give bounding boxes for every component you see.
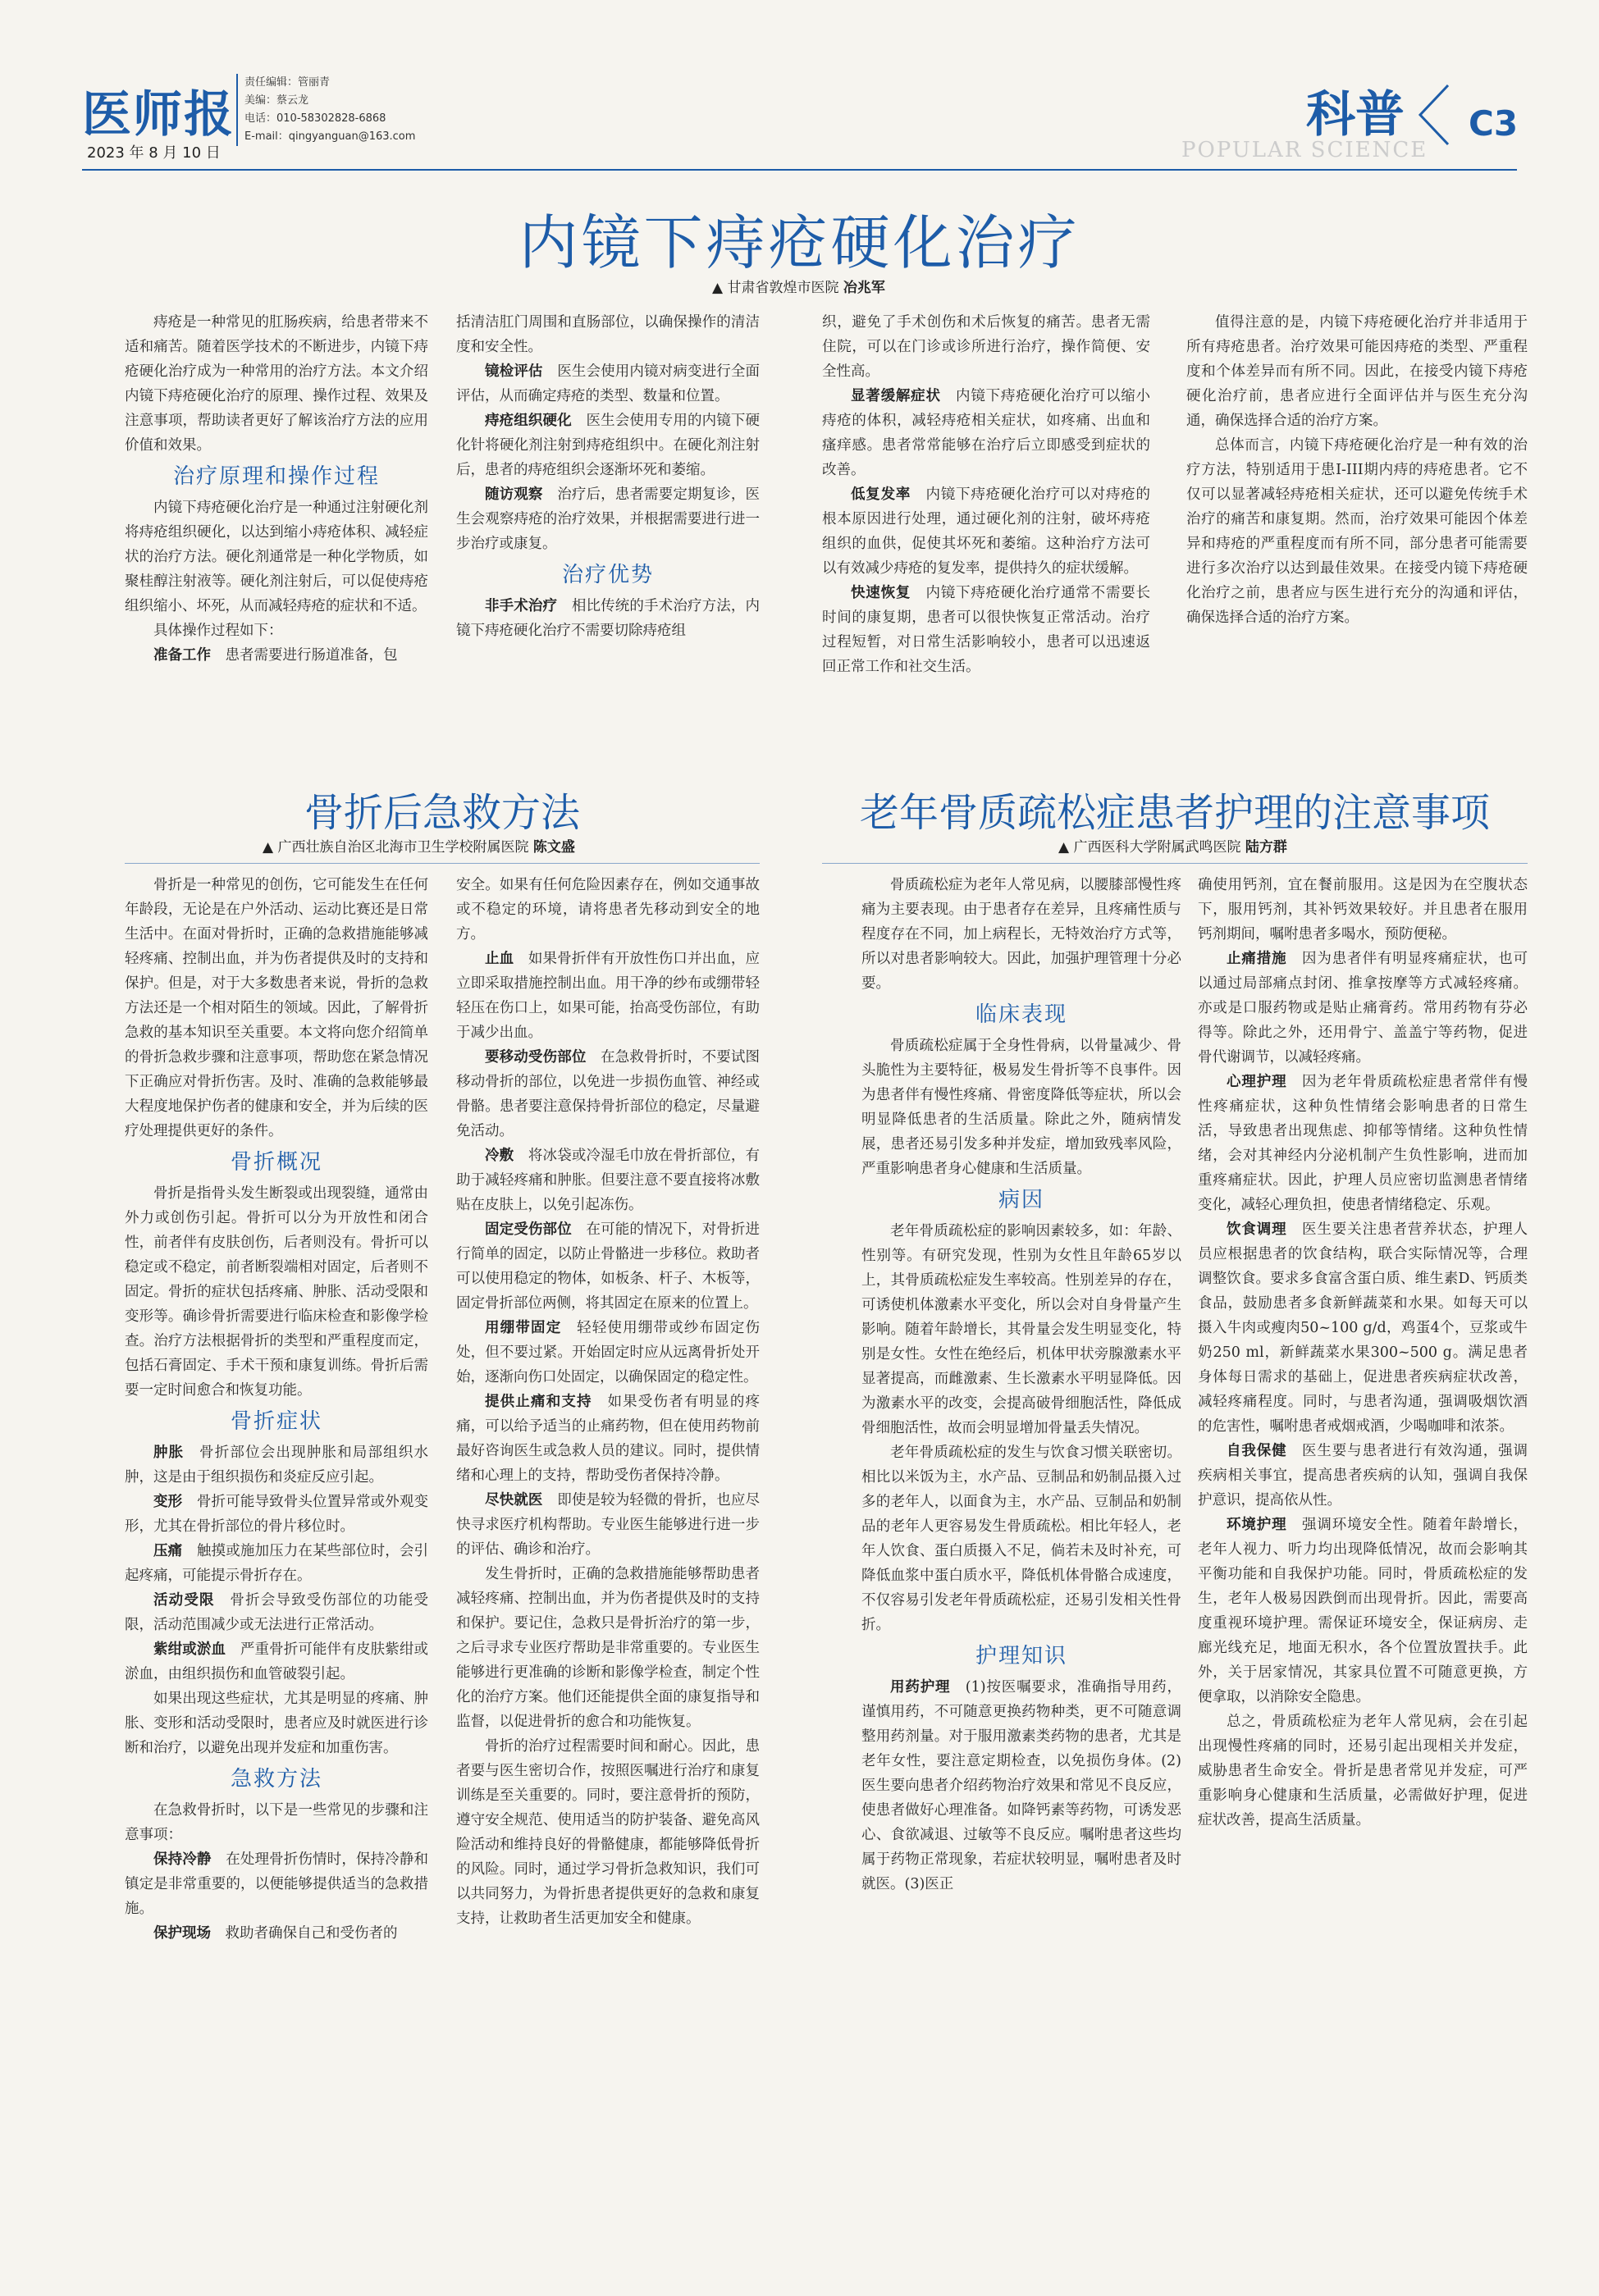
paragraph-text: 安全。如果有任何危险因素存在，例如交通事故或不稳定的环境，请将患者先移动到安全的地方。: [456, 877, 760, 943]
paragraph: [125, 1687, 428, 1760]
byline-organization: ▲ 广西壮族自治区北海市卫生学校附属医院: [263, 839, 529, 856]
paragraph: [1186, 310, 1528, 433]
byline-author: 冶兆军: [843, 280, 885, 296]
article-byline: [712, 276, 885, 296]
paragraph-text: 医生会使用专用的内镜下硬化针将硬化剂注射到痔疮组织中。在硬化剂注射后，患者的痔疮组织会逐渐坏死和萎缩。: [456, 413, 761, 478]
paragraph-lead: 提供止痛和支持: [485, 1394, 592, 1410]
paragraph: [125, 1847, 428, 1921]
paragraph: [456, 1316, 760, 1390]
paragraph-text: 总体而言，内镜下痔疮硬化治疗是一种有效的治疗方法，特别适用于患I-III期内痔的痔疮患者。它不仅可以显著减轻痔疮相关症状，还可以避免传统手术治疗的痛苦和康复期。然而，治疗效果可能因个体差异和痔疮的严重程度而有所不同，部分患者可能需要进行多次治疗以达到最佳效果。在接受内镜下痔疮硬化治疗之前，患者应与医生进行充分的沟通和评估，确保选择合适的治疗方案。: [1186, 437, 1528, 626]
divider: [125, 863, 760, 864]
paragraph-lead: 要移动受伤部位: [485, 1049, 587, 1066]
article-byline: [1058, 835, 1287, 856]
article-column: [125, 310, 428, 668]
issue-date: 2023 年 8 月 10 日: [87, 144, 221, 162]
paragraph: [456, 482, 760, 556]
paragraph-lead: 随访观察: [485, 486, 543, 503]
paragraph-text: 如果骨折伴有开放性伤口并出血，应立即采取措施控制出血。用干净的纱布或绷带轻轻压在伤口上，如果可能，抬高受伤部位，有助于减少出血。: [456, 951, 761, 1041]
article-byline: [263, 835, 575, 856]
paragraph-text: 骨折可能导致骨头位置异常或外观变形，尤其在骨折部位的骨片移位时。: [125, 1494, 429, 1535]
paragraph-text: 医生要关注患者营养状态，护理人员应根据患者的饮食结构，联合实际情况等，合理调整饮食。要求多食富含蛋白质、维生素D、钙质类食品，鼓励患者多食新鲜蔬菜和水果。如每天可以摄入牛肉或瘦肉50~100 g/d，鸡蛋4个，豆浆或牛奶250 ml，新鲜蔬菜水果300~500 g。满足患者身体每日需求的基础上，促进患者疾病症状改善，减轻疼痛程度。同时，与患者沟通，强调吸烟饮酒的危害性，嘱咐患者戒烟戒酒，少喝咖啡和浓茶。: [1198, 1221, 1528, 1435]
section-heading: 急救方法: [230, 1767, 322, 1792]
paragraph-lead: 饮食调理: [1227, 1221, 1287, 1238]
editor-line: 电话：010-58302828-6868: [244, 112, 386, 125]
article-column: [1198, 873, 1528, 1833]
paragraph: [1198, 1513, 1528, 1709]
section-heading: 骨折症状: [230, 1409, 322, 1434]
paragraph: [456, 594, 760, 643]
paragraph-lead: 活动受限: [153, 1592, 215, 1609]
paragraph: [861, 1440, 1181, 1637]
paragraph: [125, 1440, 428, 1490]
paragraph-text: 骨质疏松症属于全身性骨病，以骨量减少、骨头脆性为主要特征，极易发生骨折等不良事件。因为患者伴有慢性疼痛、骨密度降低等症状，所以会明显降低患者的生活质量。除此之外，随病情发展，患者还易引发多种并发症，增加致残率风险，严重影响患者身心健康和生活质量。: [861, 1038, 1181, 1177]
paragraph-text: 括清洁肛门周围和直肠部位，以确保操作的清洁度和安全性。: [456, 314, 760, 355]
paragraph: [125, 1181, 428, 1403]
paragraph-lead: 变形: [153, 1494, 183, 1510]
article-column: [456, 873, 760, 1931]
paragraph-text: 医生要与患者进行有效沟通，强调疾病相关事宜，提高患者疾病的认知，强调自我保护意识，提高依从性。: [1198, 1443, 1528, 1509]
paragraph: [456, 1143, 760, 1217]
byline-author: 陈文盛: [532, 839, 575, 856]
paragraph-lead: 紫绀或淤血: [153, 1641, 226, 1658]
paragraph: [125, 1490, 428, 1539]
paragraph: [125, 310, 428, 458]
paragraph-lead: 止血: [485, 951, 514, 967]
paragraph-text: 内镜下痔疮硬化治疗是一种通过注射硬化剂将痔疮组织硬化，以达到缩小痔疮体积、减轻症状的治疗方法。硬化剂通常是一种化学物质，如聚桂醇注射液等。硬化剂注射后，可以促使痔疮组织缩小、坏死，从而减轻痔疮的症状和不适。: [125, 500, 428, 614]
paragraph: [125, 1539, 428, 1588]
article-column: [861, 873, 1181, 1897]
paragraph-lead: 自我保健: [1227, 1443, 1287, 1459]
section-heading: 治疗原理和操作过程: [172, 464, 380, 489]
paragraph-text: 患者需要进行肠道准备，包: [225, 647, 398, 664]
article-title: 老年骨质疏松症患者护理的注意事项: [859, 790, 1490, 836]
paragraph: [1198, 1439, 1528, 1513]
article-title: 骨折后急救方法: [304, 790, 580, 836]
paragraph: [456, 1562, 760, 1734]
paragraph-lead: 低复发率: [851, 486, 911, 503]
paragraph: [822, 581, 1150, 679]
paragraph: [125, 1921, 428, 1946]
paragraph: [456, 1734, 760, 1931]
paragraph-text: 总之，骨质疏松症为老年人常见病，会在引起出现慢性疼痛的同时，还易引起出现相关并发症，威胁患者生命安全。骨折是患者常见并发症，可严重影响身心健康和生活质量，必需做好护理，促进症状改善，提高生活质量。: [1198, 1714, 1528, 1828]
paragraph-text: 织，避免了手术创伤和术后恢复的痛苦。患者无需住院，可以在门诊或诊所进行治疗，操作简便、安全性高。: [822, 314, 1150, 380]
paragraph-text: 因为患者伴有明显疼痛症状，也可以通过局部痛点封闭、推拿按摩等方式减轻疼痛。亦或是口服药物或是贴止痛膏药。常用药物有芬必得等。除此之外，还用骨宁、盖盖宁等药物，促进骨代谢调节，以减轻疼痛。: [1198, 951, 1528, 1066]
paragraph-text: 救助者确保自己和受伤者的: [225, 1925, 398, 1942]
editor-credits: [236, 74, 415, 146]
paragraph-text: 内镜下痔疮硬化治疗通常不需要长时间的康复期，患者可以很快恢复正常活动。治疗过程短暂，对日常生活影响较小，患者可以迅速返回正常工作和社交生活。: [822, 585, 1151, 675]
paragraph-text: 即使是较为轻微的骨折，也应尽快寻求医疗机构帮助。专业医生能够进行进一步的评估、确诊和治疗。: [456, 1492, 761, 1558]
paragraph-lead: 尽快就医: [485, 1492, 543, 1509]
paragraph: [861, 873, 1181, 996]
editor-line: 美编：蔡云龙: [244, 94, 309, 107]
paragraph: [822, 310, 1150, 384]
article-column: [822, 310, 1150, 679]
section-heading: 病因: [998, 1188, 1044, 1212]
section-title-english: POPULAR SCIENCE: [1181, 138, 1428, 162]
paragraph: [1186, 433, 1528, 630]
byline-author: 陆方群: [1245, 839, 1287, 856]
paragraph-text: 老年骨质疏松症的影响因素较多，如：年龄、性别等。有研究发现，性别为女性且年龄65岁以上，其骨质疏松症发生率较高。性别差异的存在，可诱使机体激素水平变化，所以会对自身骨量产生影响。随着年龄增长，其骨量会发生明显变化，特别是女性。女性在绝经后，机体甲状旁腺激素水平显著提高，而雌激素、生长激素水平明显降低。因为激素水平的改变，会提高破骨细胞活性，降低成骨细胞活性，故而会明显增加骨量丢失情况。: [861, 1223, 1181, 1436]
paragraph-text: 发生骨折时，正确的急救措施能够帮助患者减轻疼痛、控制出血，并为伤者提供及时的支持和保护。要记住，急救只是骨折治疗的第一步，之后寻求专业医疗帮助是非常重要的。专业医生能够进行更准确的诊断和影像学检查，制定个性化的治疗方案。他们还能提供全面的康复指导和监督，以促进骨折的愈合和功能恢复。: [456, 1566, 760, 1730]
paragraph-text: 骨折的治疗过程需要时间和耐心。因此，患者要与医生密切合作，按照医嘱进行治疗和康复训练是至关重要的。同时，要注意骨折的预防，遵守安全规范、使用适当的防护装备、避免高风险活动和维持良好的骨骼健康，都能够降低骨折的风险。同时，通过学习骨折急救知识，我们可以共同努力，为骨折患者提供更好的急救和康复支持，让救助者生活更加安全和健康。: [456, 1738, 760, 1927]
paragraph-lead: 肿胀: [153, 1445, 185, 1461]
paragraph-text: 触摸或施加压力在某些部位时，会引起疼痛，可能提示骨折存在。: [125, 1543, 429, 1584]
paragraph: [1198, 947, 1528, 1070]
paragraph-lead: 保持冷静: [153, 1851, 212, 1868]
paragraph: [125, 1588, 428, 1637]
paragraph-text: 如果受伤者有明显的疼痛，可以给予适当的止痛药物，但在使用药物前最好咨询医生或急救人员的建议。同时，提供情绪和心理上的支持，帮助受伤者保持冷静。: [456, 1394, 761, 1484]
paragraph: [456, 873, 760, 947]
editor-line: E-mail：qingyanguan@163.com: [244, 130, 416, 143]
paragraph-lead: 痔疮组织硬化: [485, 413, 572, 429]
paragraph-lead: 止痛措施: [1227, 951, 1287, 967]
paragraph-text: 治疗后，患者需要定期复诊，医生会观察痔疮的治疗效果，并根据需要进行进一步治疗或康复。: [456, 486, 761, 552]
paragraph-text: 如果出现这些症状，尤其是明显的疼痛、肿胀、变形和活动受限时，患者应及时就医进行诊断和治疗，以避免出现并发症和加重伤害。: [125, 1691, 428, 1756]
paragraph: [861, 1034, 1181, 1181]
paragraph-text: 痔疮是一种常见的肛肠疾病，给患者带来不适和痛苦。随着医学技术的不断进步，内镜下痔疮硬化治疗成为一种常用的治疗方法。本文介绍内镜下痔疮硬化治疗的原理、操作过程、效果及注意事项，帮助读者更好了解该治疗方法的应用价值和效果。: [125, 314, 428, 454]
paragraph: [861, 1219, 1181, 1440]
paragraph: [125, 619, 428, 643]
paragraph: [1198, 1070, 1528, 1217]
paragraph-text: (1)按医嘱要求，准确指导用药，谨慎用药，不可随意更换药物种类，更不可随意调整用药剂量。对于服用激素类药物的患者，尤其是老年女性，要注意定期检查，以免损伤身体。(2)医生要向患者介绍药物治疗效果和常见不良反应，使患者做好心理准备。如降钙素等药物，可诱发恶心、食欲减退、过敏等不良反应。嘱咐患者这些均属于药物正常现象，若症状较明显，嘱咐患者及时就医。(3)医正: [861, 1679, 1182, 1892]
paragraph-text: 骨折是指骨头发生断裂或出现裂缝，通常由外力或创伤引起。骨折可以分为开放性和闭合性，前者伴有皮肤创伤，后者则没有。骨折可以稳定或不稳定，前者断裂端相对固定，后者则不固定。骨折的症状包括疼痛、肿胀、活动受限和变形等。确诊骨折需要进行临床检查和影像学检查。治疗方法根据骨折的类型和严重程度而定，包括石膏固定、手术干预和康复训练。骨折后需要一定时间愈合和恢复功能。: [125, 1185, 428, 1399]
paragraph: [125, 1798, 428, 1847]
paragraph-text: 轻轻使用绷带或纱布固定伤处，但不要过紧。开始固定时应从远离骨折处开始，逐渐向伤口处固定，以确保固定的稳定性。: [456, 1320, 761, 1385]
paragraph-lead: 环境护理: [1227, 1517, 1287, 1533]
paragraph-text: 确使用钙剂，宜在餐前服用。这是因为在空腹状态下，服用钙剂，其补钙效果较好。并且患者在服用钙剂期间，嘱咐患者多喝水，预防便秘。: [1198, 877, 1528, 943]
paragraph-text: 内镜下痔疮硬化治疗可以对痔疮的根本原因进行处理，通过硬化剂的注射，破坏痔疮组织的血供，促使其坏死和萎缩。这种治疗方法可以有效减少痔疮的复发率，提供持久的症状缓解。: [822, 486, 1151, 577]
paragraph: [125, 495, 428, 619]
paragraph-lead: 冷敷: [485, 1148, 514, 1164]
paragraph-text: 在急救骨折时，以下是一些常见的步骤和注意事项：: [125, 1802, 428, 1843]
paragraph: [822, 482, 1150, 581]
paragraph-lead: 压痛: [153, 1543, 183, 1559]
paragraph: [456, 359, 760, 409]
paragraph-lead: 保护现场: [153, 1925, 211, 1942]
paragraph-text: 骨质疏松症为老年人常见病，以腰膝部慢性疼痛为主要表现。由于患者存在差异，且疼痛性质与程度存在不同，加上病程长，无特效治疗方式等，所以对患者影响较大。因此，加强护理管理十分必要。: [861, 877, 1181, 992]
page-number: C3: [1469, 103, 1519, 144]
paragraph: [1198, 1217, 1528, 1439]
paragraph-text: 强调环境安全性。随着年龄增长，老年人视力、听力均出现降低情况，故而会影响其平衡功能和自我保护功能。同时，骨质疏松症的发生，老年人极易因跌倒而出现骨折。因此，需要高度重视环境护理。需保证环境安全，保证病房、走廊光线充足，地面无积水，各个位置放置扶手。此外，关于居家情况，其家具位置不可随意更换，方便拿取，以消除安全隐患。: [1198, 1517, 1528, 1705]
newspaper-logo: 医师报: [82, 86, 235, 144]
paragraph-text: 严重骨折可能伴有皮肤紫绀或淤血，由组织损伤和血管破裂引起。: [125, 1641, 429, 1682]
paragraph: [456, 1217, 760, 1316]
paragraph: [456, 1390, 760, 1488]
paragraph: [456, 1045, 760, 1143]
paragraph: [456, 1488, 760, 1562]
paragraph-text: 值得注意的是，内镜下痔疮硬化治疗并非适用于所有痔疮患者。治疗效果可能因痔疮的类型、严重程度和个体差异而有所不同。因此，在接受内镜下痔疮硬化治疗前，患者应进行全面评估并与医生充分沟通，确保选择合适的治疗方案。: [1186, 314, 1528, 429]
section-heading: 治疗优势: [561, 563, 654, 587]
paragraph: [125, 873, 428, 1143]
paragraph-text: 将冰袋或冷湿毛巾放在骨折部位，有助于减轻疼痛和肿胀。但要注意不要直接将冰敷贴在皮肤上，以免引起冻伤。: [456, 1148, 761, 1213]
header-divider: [82, 169, 1517, 171]
byline-organization: ▲ 甘肃省敦煌市医院: [712, 280, 839, 296]
paragraph-text: 骨折是一种常见的创伤，它可能发生在任何年龄段，无论是在户外活动、运动比赛还是日常生活中。在面对骨折时，正确的急救措施能够减轻疼痛、控制出血，并为伤者提供及时的支持和保护。但是，对于大多数患者来说，骨折的急救方法还是一个相对陌生的领域。因此，了解骨折急救的基本知识至关重要。本文将向您介绍简单的骨折急救步骤和注意事项，帮助您在紧急情况下正确应对骨折伤害。及时、准确的急救能够最大程度地保护伤者的健康和安全，并为后续的医疗处理提供更好的条件。: [125, 877, 428, 1139]
paragraph-lead: 用药护理: [890, 1679, 951, 1696]
section-heading: 临床表现: [975, 1002, 1067, 1027]
paragraph-lead: 镜检评估: [485, 363, 543, 380]
paragraph-text: 相比传统的手术治疗方法，内镜下痔疮硬化治疗不需要切除痔疮组: [456, 598, 761, 639]
paragraph: [456, 947, 760, 1045]
divider: [822, 863, 1528, 864]
paragraph-lead: 准备工作: [153, 647, 211, 664]
paragraph-lead: 固定受伤部位: [485, 1221, 572, 1238]
paragraph-lead: 显著缓解症状: [851, 388, 941, 404]
paragraph: [822, 384, 1150, 482]
chevron-left-icon: [1415, 82, 1451, 148]
paragraph: [456, 409, 760, 482]
paragraph-text: 骨折会导致受伤部位的功能受限，活动范围减少或无法进行正常活动。: [125, 1592, 429, 1633]
paragraph: [456, 310, 760, 359]
byline-organization: ▲ 广西医科大学附属武鸣医院: [1058, 839, 1241, 856]
paragraph-lead: 快速恢复: [851, 585, 911, 601]
paragraph: [1198, 1709, 1528, 1833]
paragraph-text: 在处理骨折伤情时，保持冷静和镇定是非常重要的，以便能够提供适当的急救措施。: [125, 1851, 429, 1917]
paragraph-lead: 用绷带固定: [485, 1320, 562, 1336]
section-heading: 护理知识: [975, 1644, 1067, 1668]
paragraph-text: 老年骨质疏松症的发生与饮食习惯关联密切。相比以米饭为主，水产品、豆制品和奶制品摄入过多的老年人，以面食为主，水产品、豆制品和奶制品的老年人更容易发生骨质疏松。相比年轻人，老年人饮食、蛋白质摄入不足，倘若未及时补充，可降低血浆中蛋白质水平，降低机体骨骼合成速度，不仅容易引发老年骨质疏松症，还易引发相关性骨折。: [861, 1445, 1181, 1633]
article-column: [1186, 310, 1528, 630]
paragraph: [861, 1675, 1181, 1897]
paragraph: [125, 1637, 428, 1687]
article-title: 内镜下痔疮硬化治疗: [519, 208, 1080, 277]
paragraph-text: 因为老年骨质疏松症患者常伴有慢性疼痛症状，这种负性情绪会影响患者的日常生活，导致患者出现焦虑、抑郁等情绪。这种负性情绪，会对其神经内分泌机制产生负性影响，进而加重疼痛症状。因此，护理人员应密切监测患者情绪变化，减轻心理负担，使患者情绪稳定、乐观。: [1198, 1074, 1528, 1213]
section-title: 科普: [1306, 86, 1405, 144]
paragraph-text: 在可能的情况下，对骨折进行简单的固定，以防止骨骼进一步移位。救助者可以使用稳定的物体，如板条、杆子、木板等，固定骨折部位两侧，将其固定在原来的位置上。: [456, 1221, 761, 1312]
editor-line: 责任编辑：管丽青: [244, 76, 331, 89]
paragraph-text: 医生会使用内镜对病变进行全面评估，从而确定痔疮的类型、数量和位置。: [456, 363, 761, 404]
paragraph: [125, 643, 428, 668]
paragraph-text: 骨折部位会出现肿胀和局部组织水肿，这是由于组织损伤和炎症反应引起。: [125, 1445, 429, 1486]
article-column: [456, 310, 760, 643]
paragraph-text: 具体操作过程如下：: [153, 623, 283, 639]
paragraph-lead: 非手术治疗: [485, 598, 558, 614]
paragraph-text: 在急救骨折时，不要试图移动骨折的部位，以免进一步损伤血管、神经或骨骼。患者要注意保持骨折部位的稳定，尽量避免活动。: [456, 1049, 761, 1139]
paragraph-text: 内镜下痔疮硬化治疗可以缩小痔疮的体积，减轻痔疮相关症状，如疼痛、出血和瘙痒感。患者常常能够在治疗后立即感受到症状的改善。: [822, 388, 1151, 478]
paragraph-lead: 心理护理: [1227, 1074, 1287, 1090]
section-heading: 骨折概况: [230, 1150, 322, 1175]
paragraph: [1198, 873, 1528, 947]
article-column: [125, 873, 428, 1946]
